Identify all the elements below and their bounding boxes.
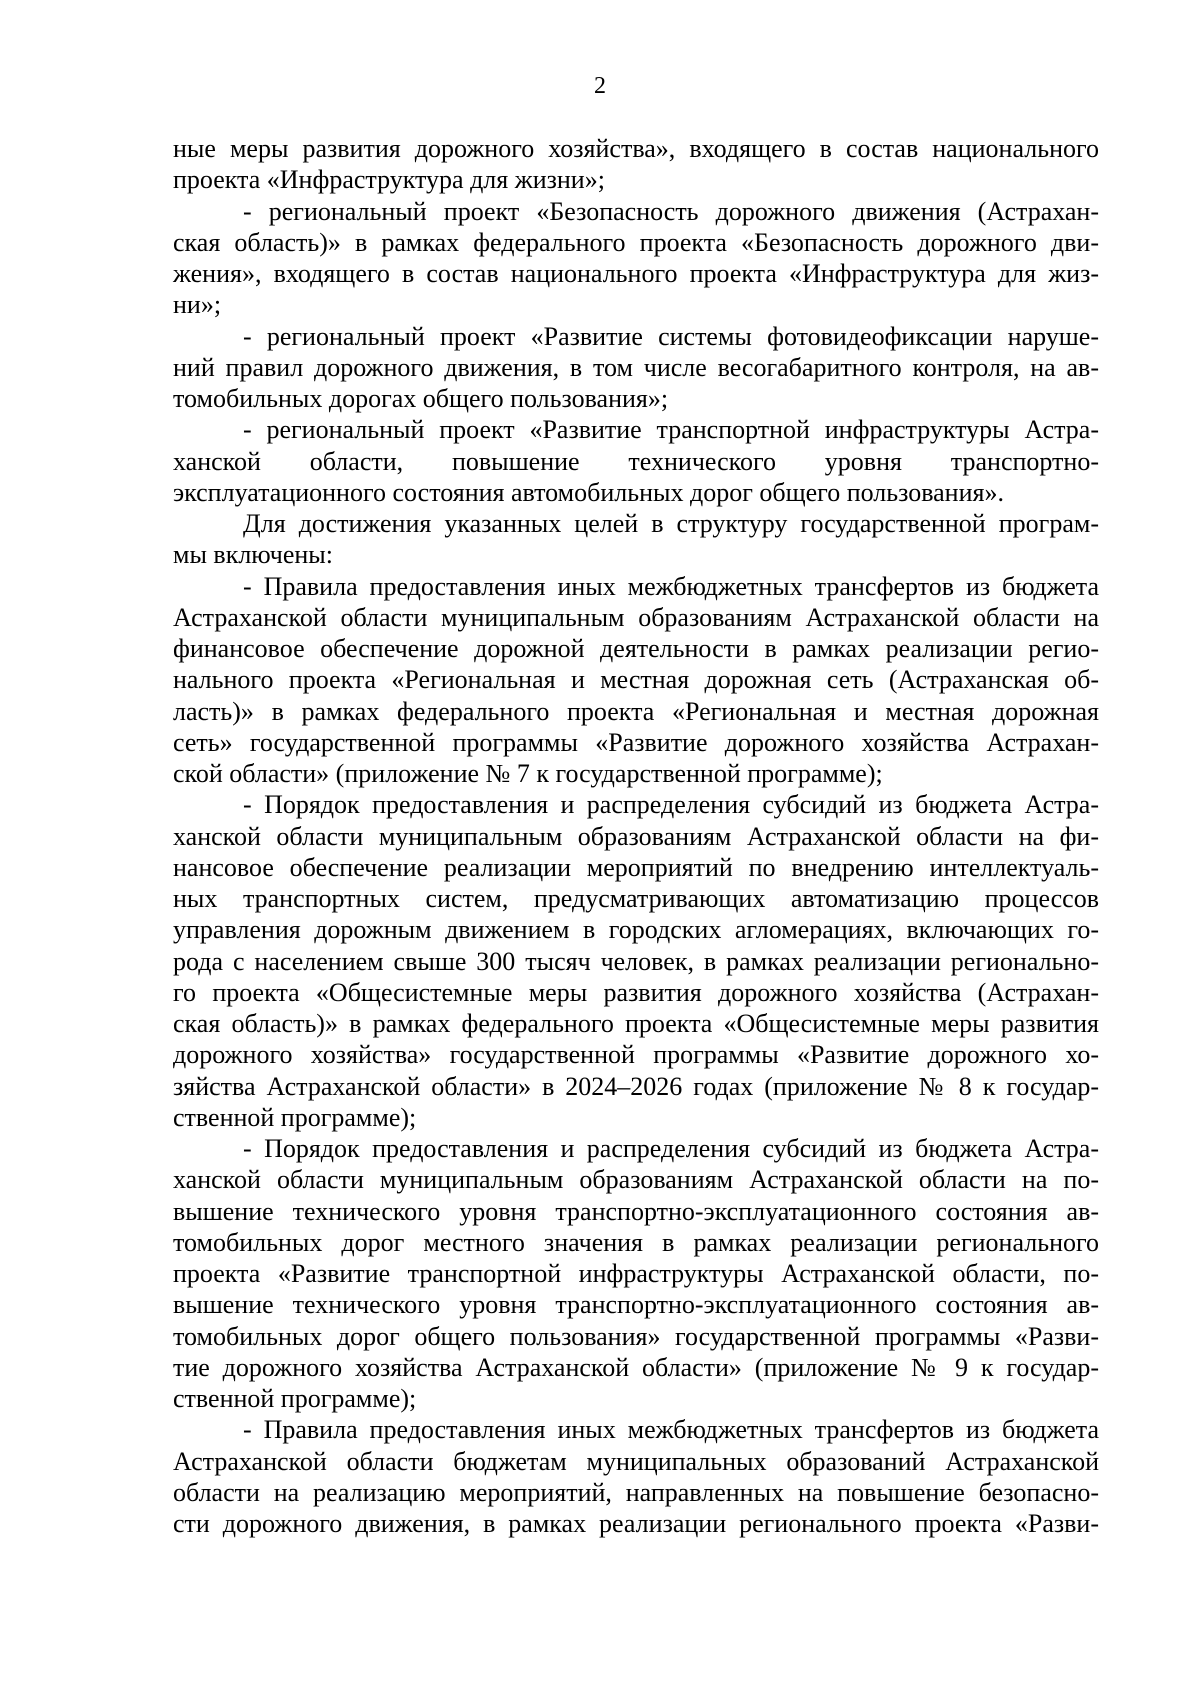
text-line: сеть» государственной программы «Развитие дорожного хозяйства Астрахан- xyxy=(173,727,1099,757)
text-line: томобильных дорог общего пользования» государственной программы «Разви- xyxy=(173,1321,1099,1351)
text-line: го проекта «Общесистемные меры развития дорожного хозяйства (Астрахан- xyxy=(173,977,1099,1007)
text-line: ханской области муниципальным образованиям Астраханской области на фи- xyxy=(173,821,1099,851)
text-line: ская область)» в рамках федерального проекта «Общесистемные меры развития xyxy=(173,1009,1099,1038)
text-line: ханской области муниципальным образованиям Астраханской области на по- xyxy=(173,1165,1099,1195)
text-line: ственной программе); xyxy=(173,1102,417,1132)
text-line: тие дорожного хозяйства Астраханской области» (приложение № 9 к государ- xyxy=(173,1352,1099,1382)
text-line: вышение технического уровня транспортно-эксплуатационного состояния ав- xyxy=(173,1196,1099,1226)
text-line: томобильных дорогах общего пользования»; xyxy=(173,384,669,413)
page-number: 2 xyxy=(594,73,606,99)
text-line: ственной программе); xyxy=(173,1384,417,1413)
text-line: ласть)» в рамках федерального проекта «Региональная и местная дорожная xyxy=(173,696,1099,726)
text-line: ные меры развития дорожного хозяйства», входящего в состав национального xyxy=(173,134,1099,163)
text-line: Астраханской области бюджетам муниципальных образований Астраханской xyxy=(173,1446,1099,1476)
text-line: - региональный проект «Развитие системы фотовидеофиксации наруше- xyxy=(243,321,1099,351)
text-line: эксплуатационного состояния автомобильных дорог общего пользования». xyxy=(173,477,1004,507)
text-line: зяйства Астраханской области» в 2024–2026 годах (приложение № 8 к государ- xyxy=(173,1071,1099,1101)
text-line: финансовое обеспечение дорожной деятельности в рамках реализации регио- xyxy=(173,634,1099,663)
text-line: - Порядок предоставления и распределения субсидий из бюджета Астра- xyxy=(243,1134,1099,1163)
text-line: жения», входящего в состав национального проекта «Инфраструктура для жиз- xyxy=(173,259,1099,288)
text-line: - региональный проект «Развитие транспортной инфраструктуры Астра- xyxy=(243,415,1099,445)
text-line: сти дорожного движения, в рамках реализации регионального проекта «Разви- xyxy=(173,1509,1099,1538)
text-line: проекта «Инфраструктура для жизни»; xyxy=(173,165,605,195)
text-line: ская область)» в рамках федерального проекта «Безопасность дорожного дви- xyxy=(173,227,1099,257)
text-line: управления дорожным движением в городских агломерациях, включающих го- xyxy=(173,915,1099,945)
text-line: дорожного хозяйства» государственной программы «Развитие дорожного хо- xyxy=(173,1040,1099,1070)
text-line: Астраханской области муниципальным образованиям Астраханской области на xyxy=(173,602,1099,632)
text-line: ных транспортных систем, предусматривающих автоматизацию процессов xyxy=(173,884,1099,913)
text-line: области на реализацию мероприятий, направленных на повышение безопасно- xyxy=(173,1477,1099,1507)
text-line: Для достижения указанных целей в структуру государственной програм- xyxy=(243,509,1099,538)
document-body xyxy=(173,133,1099,1539)
text-line: мы включены: xyxy=(173,540,333,570)
text-line: - региональный проект «Безопасность дорожного движения (Астрахан- xyxy=(243,196,1099,226)
text-line: - Порядок предоставления и распределения субсидий из бюджета Астра- xyxy=(243,790,1099,820)
text-line: ханской области, повышение технического уровня транспортно- xyxy=(173,446,1099,476)
text-line: томобильных дорог местного значения в рамках реализации регионального xyxy=(173,1227,1099,1257)
text-line: - Правила предоставления иных межбюджетных трансфертов из бюджета xyxy=(243,571,1099,601)
text-line: ни»; xyxy=(173,290,222,320)
text-line: ний правил дорожного движения, в том числе весогабаритного контроля, на ав- xyxy=(173,352,1099,382)
text-line: - Правила предоставления иных межбюджетных трансфертов из бюджета xyxy=(243,1415,1099,1445)
text-line: ской области» (приложение № 7 к государственной программе); xyxy=(173,759,883,788)
text-line: нансовое обеспечение реализации мероприятий по внедрению интеллектуаль- xyxy=(173,852,1099,882)
text-line: рода с населением свыше 300 тысяч человек, в рамках реализации регионально- xyxy=(173,946,1099,976)
text-line: вышение технического уровня транспортно-эксплуатационного состояния ав- xyxy=(173,1290,1099,1320)
text-line: нального проекта «Региональная и местная дорожная сеть (Астраханская об- xyxy=(173,665,1099,695)
text-line: проекта «Развитие транспортной инфраструктуры Астраханской области, по- xyxy=(173,1259,1099,1288)
